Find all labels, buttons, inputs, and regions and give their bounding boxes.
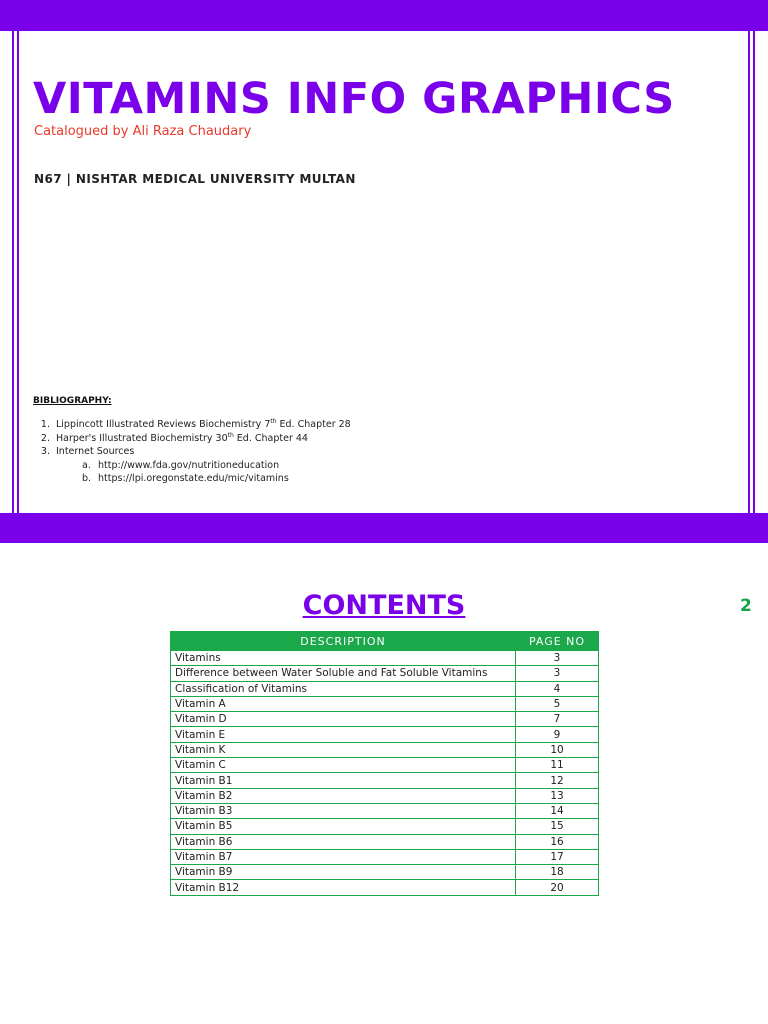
page-no-header: PAGE NO — [516, 632, 599, 651]
row-page-number: 14 — [516, 803, 599, 818]
table-row[interactable] — [171, 758, 599, 773]
row-description: Vitamin B3 — [171, 803, 516, 818]
row-description: Vitamin B1 — [171, 773, 516, 788]
source-link[interactable]: b. https://lpi.oregonstate.edu/mic/vitamins — [82, 473, 289, 484]
row-description: Vitamin A — [171, 696, 516, 711]
bottom-bar — [0, 513, 768, 543]
bibliography-item: 2. Harper's Illustrated Biochemistry 30th Ed. Chapter 44 — [40, 431, 308, 444]
row-page-number: 13 — [516, 788, 599, 803]
table-header-row — [171, 632, 599, 651]
border-line — [748, 0, 750, 543]
border-line — [12, 0, 14, 543]
bibliography-heading: BIBLIOGRAPHY: — [33, 396, 112, 406]
table-row[interactable] — [171, 865, 599, 880]
row-page-number: 16 — [516, 834, 599, 849]
row-description: Vitamin E — [171, 727, 516, 742]
bibliography-list — [34, 418, 634, 486]
table-row[interactable] — [171, 681, 599, 696]
affiliation: N67 | NISHTAR MEDICAL UNIVERSITY MULTAN — [34, 172, 356, 186]
contents-table-body — [171, 651, 599, 896]
row-page-number: 7 — [516, 712, 599, 727]
row-description: Vitamin B2 — [171, 788, 516, 803]
top-bar — [0, 0, 768, 31]
row-page-number: 11 — [516, 758, 599, 773]
row-page-number: 5 — [516, 696, 599, 711]
bibliography-item: 3. Internet Sources — [40, 446, 135, 457]
row-page-number: 12 — [516, 773, 599, 788]
row-description: Vitamin B9 — [171, 865, 516, 880]
table-row[interactable] — [171, 880, 599, 895]
row-page-number: 3 — [516, 666, 599, 681]
page-number: 2 — [740, 596, 752, 616]
row-description: Difference between Water Soluble and Fat Soluble Vitamins — [171, 666, 516, 681]
table-row[interactable] — [171, 651, 599, 666]
row-page-number: 18 — [516, 865, 599, 880]
contents-title: CONTENTS — [302, 590, 466, 621]
row-page-number: 15 — [516, 819, 599, 834]
row-description: Vitamin B5 — [171, 819, 516, 834]
description-header: DESCRIPTION — [171, 632, 516, 651]
table-row[interactable] — [171, 696, 599, 711]
cover-title: VITAMINS INFO GRAPHICS — [33, 74, 675, 124]
cover-subtitle: Catalogued by Ali Raza Chaudary — [34, 124, 252, 139]
row-page-number: 17 — [516, 849, 599, 864]
contents-table — [170, 631, 599, 896]
source-link[interactable]: a. http://www.fda.gov/nutritioneducation — [82, 459, 280, 471]
bibliography-item: 1. Lippincott Illustrated Reviews Biochemistry 7th Ed. Chapter 28 — [40, 417, 351, 430]
row-page-number: 3 — [516, 651, 599, 666]
table-row[interactable] — [171, 803, 599, 818]
row-description: Vitamin C — [171, 758, 516, 773]
row-description: Vitamin D — [171, 712, 516, 727]
table-row[interactable] — [171, 819, 599, 834]
row-description: Vitamins — [171, 651, 516, 666]
row-description: Vitamin B6 — [171, 834, 516, 849]
border-line — [17, 0, 19, 543]
table-row[interactable] — [171, 712, 599, 727]
row-description: Vitamin K — [171, 742, 516, 757]
row-page-number: 10 — [516, 742, 599, 757]
table-row[interactable] — [171, 773, 599, 788]
table-row[interactable] — [171, 849, 599, 864]
row-description: Vitamin B7 — [171, 849, 516, 864]
table-row[interactable] — [171, 727, 599, 742]
row-page-number: 4 — [516, 681, 599, 696]
border-line — [753, 0, 755, 543]
table-row[interactable] — [171, 742, 599, 757]
table-row[interactable] — [171, 666, 599, 681]
table-row[interactable] — [171, 834, 599, 849]
row-description: Classification of Vitamins — [171, 681, 516, 696]
row-page-number: 20 — [516, 880, 599, 895]
table-row[interactable] — [171, 788, 599, 803]
row-description: Vitamin B12 — [171, 880, 516, 895]
contents-page — [0, 543, 768, 1024]
row-page-number: 9 — [516, 727, 599, 742]
